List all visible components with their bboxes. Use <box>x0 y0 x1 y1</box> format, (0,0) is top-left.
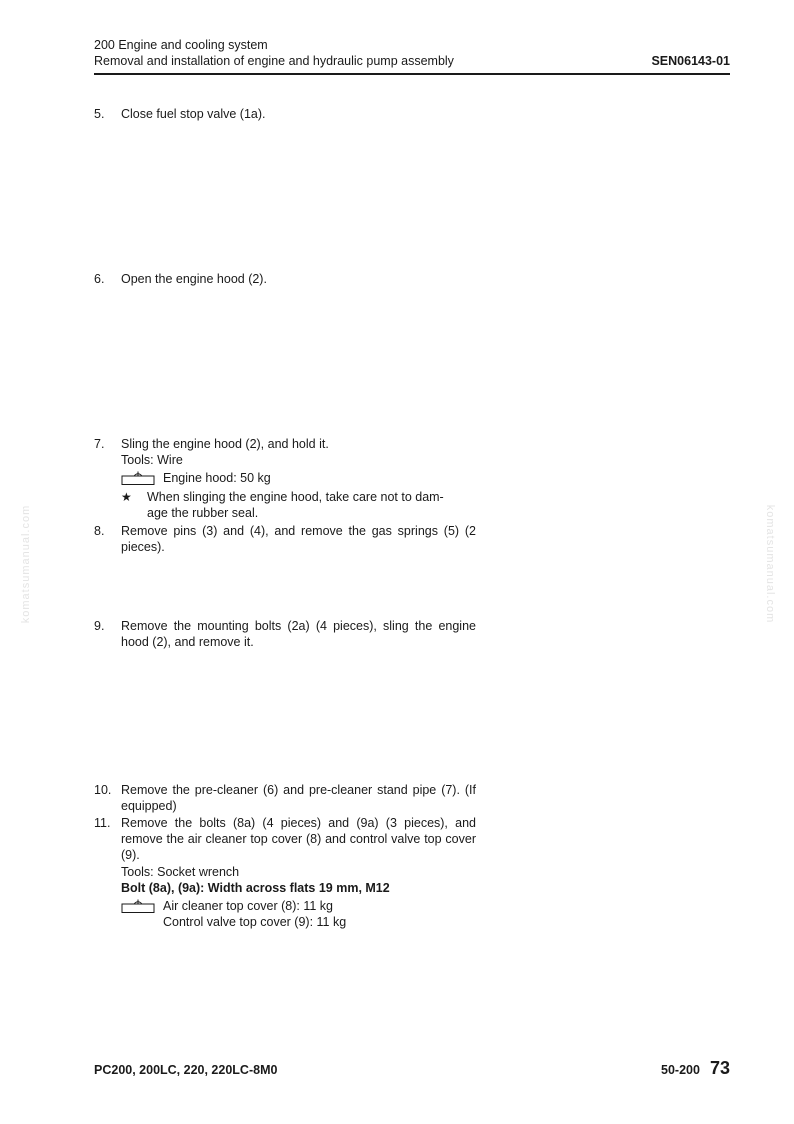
step-number: 8. <box>94 524 105 538</box>
page-footer <box>94 1058 730 1079</box>
step-11 <box>94 815 476 930</box>
weight-spec <box>121 470 476 486</box>
weight-value: Engine hood: 50 kg <box>163 471 271 486</box>
step-text: Remove the pre-cleaner (6) and pre-cleaner stand pipe (7). (If equipped) <box>121 783 476 814</box>
document-number: SEN06143-01 <box>651 54 730 68</box>
bolt-spec: Bolt (8a), (9a): Width across flats 19 mm, M12 <box>121 880 390 895</box>
step-number: 7. <box>94 437 105 451</box>
step-7 <box>94 436 476 521</box>
step-number: 10. <box>94 783 112 797</box>
step-6 <box>94 271 476 287</box>
note-line-2: age the rubber seal. <box>147 505 259 520</box>
weight-value-1: Air cleaner top cover (8): 11 kg <box>163 899 333 914</box>
model-list: PC200, 200LC, 220, 220LC-8M0 <box>94 1063 278 1077</box>
step-5 <box>94 106 476 122</box>
note-line-1: When slinging the engine hood, take care not to dam- <box>147 489 444 504</box>
step-text: Remove pins (3) and (4), and remove the gas springs (5) (2 pieces). <box>121 524 476 555</box>
page-header <box>94 37 730 69</box>
watermark-left: komatsumanual.com <box>20 504 32 624</box>
step-9 <box>94 618 476 650</box>
header-divider <box>94 73 730 75</box>
tools-line: Tools: Socket wrench <box>121 864 240 879</box>
tools-line: Tools: Wire <box>121 453 183 468</box>
step-text: Open the engine hood (2). <box>121 272 267 286</box>
weight-spec <box>121 898 476 930</box>
step-10 <box>94 782 476 814</box>
step-number: 9. <box>94 619 105 633</box>
step-number: 5. <box>94 107 105 121</box>
weight-value-2: Control valve top cover (9): 11 kg <box>163 915 347 930</box>
weight-icon <box>121 899 155 913</box>
section-title: 200 Engine and cooling system <box>94 38 268 52</box>
step-8 <box>94 523 476 555</box>
step-number: 6. <box>94 272 105 286</box>
section-page: 50-200 <box>661 1063 700 1077</box>
step-number: 11. <box>94 816 111 830</box>
star-icon: ★ <box>121 489 132 504</box>
watermark-right: komatsumanual.com <box>764 504 776 624</box>
weight-icon <box>121 471 155 485</box>
caution-note <box>121 489 476 521</box>
step-text: Sling the engine hood (2), and hold it. <box>121 437 329 451</box>
page-number: 73 <box>709 1058 730 1078</box>
step-text: Remove the mounting bolts (2a) (4 pieces), sling the engine hood (2), and remove it. <box>121 619 476 650</box>
subsection-title: Removal and installation of engine and hydraulic pump assembly <box>94 54 454 68</box>
step-text: Close fuel stop valve (1a). <box>121 107 266 121</box>
step-text: Remove the bolts (8a) (4 pieces) and (9a) (3 pieces), and remove the air cleaner top cover (8) and control valve top cover (9). <box>121 816 476 863</box>
